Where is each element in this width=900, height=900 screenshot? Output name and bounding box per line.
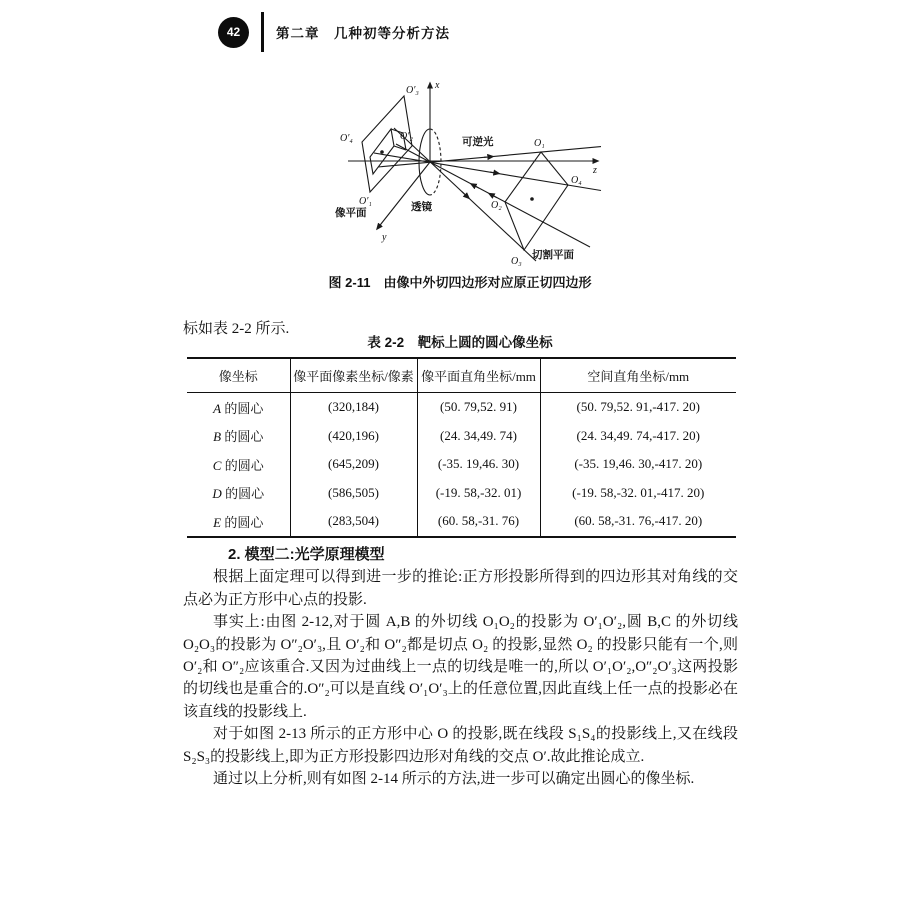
- chapter-title: 第二章 几种初等分析方法: [276, 26, 450, 41]
- row-suffix: 的圆心: [221, 457, 264, 473]
- x-axis-label: x: [435, 80, 440, 91]
- image-center-dot: [380, 150, 384, 154]
- table-cell: [187, 393, 290, 422]
- table-cell: (60. 58,-31. 76): [417, 507, 540, 537]
- table-title: 表 2-2 靶标上圆的圆心像坐标: [367, 335, 553, 350]
- reversible-light-label: 可逆光: [462, 136, 494, 148]
- table-cell: (60. 58,-31. 76,-417. 20): [540, 507, 736, 537]
- circle-name: E: [213, 514, 222, 530]
- column-header: 像平面像素坐标/像素: [290, 358, 417, 393]
- table-row: [187, 393, 736, 422]
- table-cell: (320,184): [290, 393, 417, 422]
- table-header-row: [187, 358, 736, 393]
- arrow-right-1: [484, 157, 493, 158]
- page-header: [218, 14, 450, 50]
- circle-name: C: [212, 457, 222, 473]
- y-axis-label: y: [382, 232, 387, 243]
- table-cell: [187, 479, 290, 508]
- data-table: [187, 357, 736, 538]
- label-o4: O₄: [571, 175, 582, 186]
- label-o2-prime: O′₂: [400, 131, 413, 142]
- table-cell: (24. 34,49. 74,-417. 20): [540, 422, 736, 451]
- row-suffix: 的圆心: [221, 486, 265, 502]
- figure-caption: 图 2-11 由像中外切四边形对应原正切四边形: [328, 275, 592, 290]
- body-text: [183, 544, 738, 790]
- label-o1: O₁: [534, 138, 545, 149]
- label-o1-prime: O′₁: [359, 196, 372, 207]
- paragraph-1: 根据上面定理可以得到进一步的推论:正方形投影所得到的四边形其对角线的交点必为正方形中心点的投影.: [183, 569, 738, 608]
- y-axis: [377, 162, 430, 229]
- diagram-labels: [335, 80, 597, 267]
- circle-name: D: [212, 486, 222, 502]
- table-cell: (-35. 19,46. 30,-417. 20): [540, 450, 736, 479]
- table-cell: (283,504): [290, 507, 417, 537]
- table-cell: (-19. 58,-32. 01): [417, 479, 540, 508]
- circle-name: B: [213, 429, 222, 445]
- column-header: 空间直角坐标/mm: [540, 358, 736, 393]
- table-cell: (-35. 19,46. 30): [417, 450, 540, 479]
- header-divider: [261, 12, 264, 52]
- label-o3: O₃: [511, 256, 522, 267]
- table-row: [187, 479, 736, 508]
- paragraph-3: 对于如图 2-13 所示的正方形中心 O 的投影,既在线段 S₁S₄的投影线上,又在线段 S₂S₃的投影线上,即为正方形投影四边形对角线的交点 O′.故此推论成立.: [183, 726, 738, 765]
- image-plane-label: 像平面: [335, 207, 367, 219]
- cut-quad: [505, 152, 568, 250]
- cut-center-dot: [530, 197, 534, 201]
- table-cell: (645,209): [290, 450, 417, 479]
- arrow-left-2: [489, 194, 497, 198]
- row-suffix: 的圆心: [221, 400, 264, 416]
- paragraph-4: 通过以上分析,则有如图 2-14 所示的方法,进一步可以确定出圆心的像坐标.: [213, 771, 695, 788]
- circle-name: A: [213, 400, 222, 416]
- table-row: [187, 450, 736, 479]
- table-row: [187, 507, 736, 537]
- table-cell: (50. 79,52. 91,-417. 20): [540, 393, 736, 422]
- table-row: [187, 422, 736, 451]
- arrow-down-right: [462, 192, 469, 199]
- table-cell: [187, 422, 290, 451]
- z-axis-label: z: [593, 165, 597, 176]
- table-cell: (24. 34,49. 74): [417, 422, 540, 451]
- row-suffix: 的圆心: [221, 429, 264, 445]
- label-o4-prime: O′₄: [340, 133, 353, 144]
- table-cell: (420,196): [290, 422, 417, 451]
- ray-o4: [374, 153, 601, 191]
- lens-label: 透镜: [411, 201, 432, 213]
- section-heading: 2. 模型二:光学原理模型: [228, 546, 385, 563]
- table-cell: (50. 79,52. 91): [417, 393, 540, 422]
- table-cell: [187, 450, 290, 479]
- table-cell: [187, 507, 290, 537]
- column-header: 像坐标: [187, 358, 290, 393]
- column-header: 像平面直角坐标/mm: [417, 358, 540, 393]
- page-number: 42: [226, 25, 241, 39]
- intro-line: 标如表 2-2 所示.: [183, 321, 290, 337]
- page-number-badge: [218, 17, 249, 48]
- cut-plane-label: 切割平面: [532, 249, 574, 261]
- arrow-right-2: [490, 172, 499, 174]
- label-o3-prime: O′₃: [406, 85, 419, 96]
- paragraph-2: 事实上:由图 2-12,对于圆 A,B 的外切线 O₁O₂的投影为 O′₁O′₂,圆 B,C 的外切线 O₂O₃的投影为 O″₂O′₃,且 O′₂和 O″₂都是切点 O₂ 的投影,显然 O₂ 的投影只能有一个,则 O′₂和 O″₂应该重合.又因为过曲线上一点的切线是唯一的,所以 O′₁O′₂,O″₂O′₃这两投影的切线也是重合的.O″₂可以是直线 O′₁O′₃上的任意位置,因此直线上任一点的投影必在该直线的投影线上.: [183, 614, 738, 720]
- row-suffix: 的圆心: [221, 514, 264, 530]
- table-cell: (586,505): [290, 479, 417, 508]
- label-o2: O₂: [491, 200, 502, 211]
- table-cell: (-19. 58,-32. 01,-417. 20): [540, 479, 736, 508]
- figure-2-11-diagram: [308, 72, 618, 270]
- arrow-left-1: [471, 184, 479, 188]
